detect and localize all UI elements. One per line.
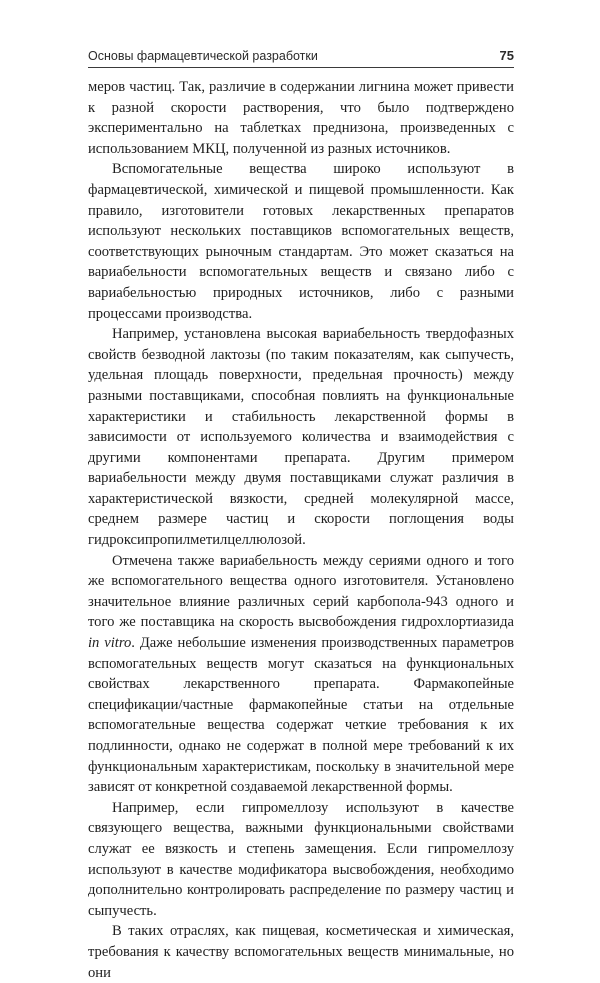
running-title: Основы фармацевтической разработки [88,49,318,63]
paragraph-4-start: Отмечена также вариабельность между сериями одного и того же вспомогательного вещества одного изготовителя. Установлено значительное влияние различных серий карбопола-943 одного и того же поставщика на скорость высвобождения гидрохлортиазида [88,552,514,631]
paragraph-6: В таких отраслях, как пищевая, косметическая и химическая, требования к качеству вспомогательных веществ минимальные, но они [88,923,514,981]
in-vitro-term: in vitro [88,635,132,652]
header-rule [88,67,514,68]
page-number: 75 [499,48,514,63]
paragraph-4-end: . Даже небольшие изменения производственных параметров вспомогательных веществ могут сказаться на функциональных свойствах лекарственного препарата. Фармакопейные спецификации/частные фармакопейные статьи на отдельные вспомогательные вещества содержат четкие требования к их подлинности, однако не содержат в полной мере требований к их функциональным характеристикам, поскольку в значительной мере зависят от конкретной создаваемой лекарственной формы. [88,635,514,796]
paragraph-5: Например, если гипромеллозу используют в качестве связующего вещества, важными функциональными свойствами служат ее вязкость и степень замещения. Если гипромеллозу используют в качестве модификатора высвобождения, необходимо дополнительно контролировать распределение по размеру частиц и сыпучесть. [88,799,514,919]
body-text [88,77,514,983]
running-head [88,48,514,64]
paragraph-4 [88,551,514,798]
paragraph-3: Например, установлена высокая вариабельность твердофазных свойств безводной лактозы (по таким показателям, как сыпучесть, удельная площадь поверхности, предельная прочность) между разными поставщиками, способная повлиять на функциональные характеристики и стабильность лекарственной формы в зависимости от используемого количества и взаимодействия с другими компонентами препарата. Другим примером вариабельности между двумя поставщиками служат различия в характеристической вязкости, средней молекулярной массе, среднем размере частиц и скорости поглощения воды гидроксипропилметилцеллюлозой. [88,326,514,549]
paragraph-2: Вспомогательные вещества широко используют в фармацевтической, химической и пищевой промышленности. Как правило, изготовители готовых лекарственных препаратов используют нескольких поставщиков вспомогательных веществ, соответствующих рыночным стандартам. Это может сказаться на вариабельности вспомогательных веществ и связано либо с вариабельностью природных источников, либо с разными процессами производства. [88,161,514,322]
paragraph-1: меров частиц. Так, различие в содержании лигнина может привести к разной скорости растворения, что было подтверждено экспериментально на таблетках преднизона, произведенных с использованием МКЦ, полученной из разных источников. [88,79,514,157]
